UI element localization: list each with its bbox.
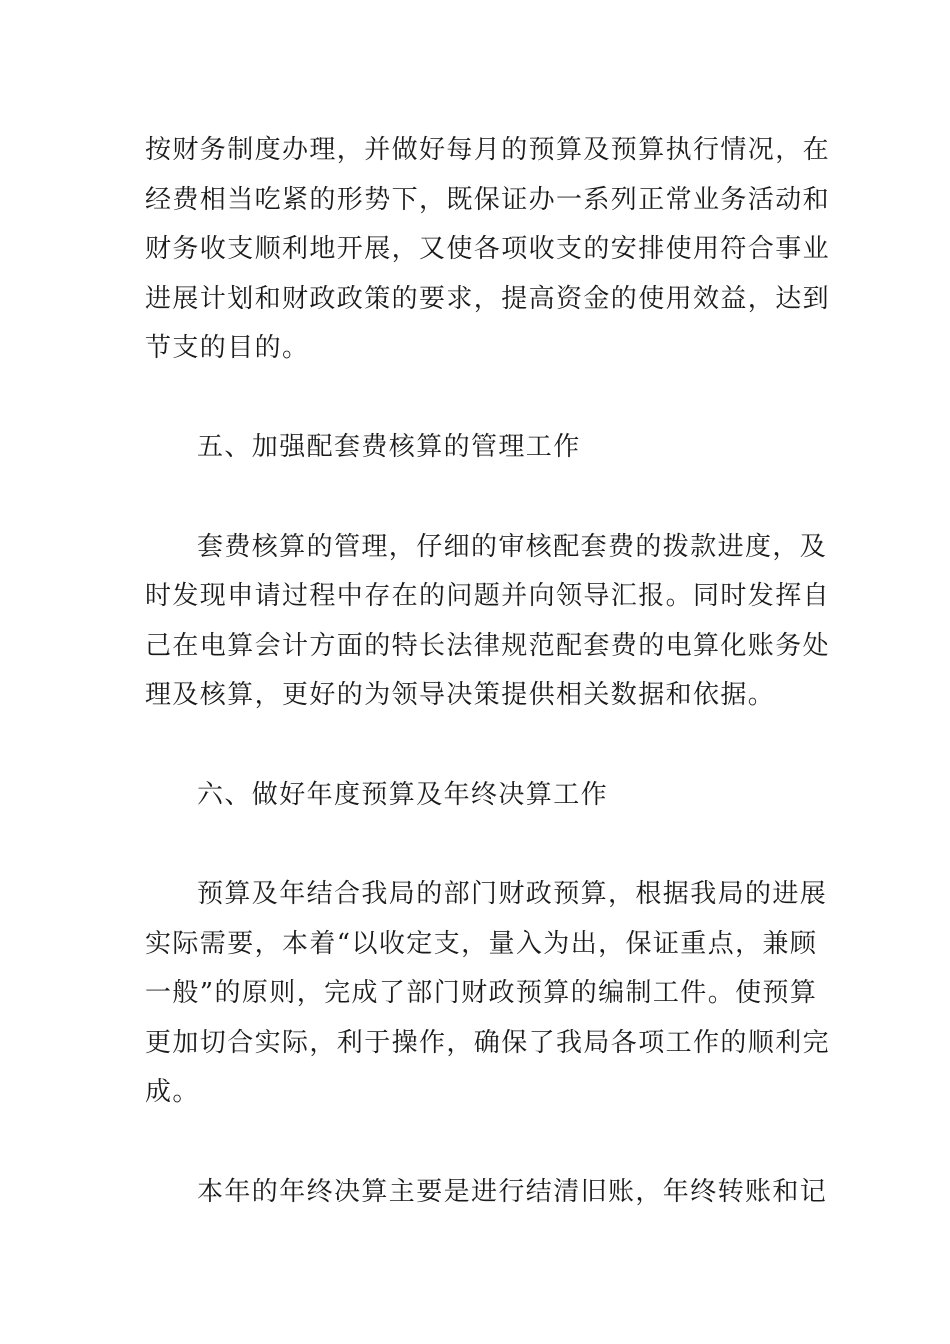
paragraph-line: 财务收支顺利地开展，又使各项收支的安排使用符合事业 — [145, 234, 831, 264]
paragraph-line: 实际需要，本着“以收定支，量入为出，保证重点，兼顾 — [145, 929, 818, 959]
section-heading-6: 六、做好年度预算及年终决算工作 — [197, 780, 609, 810]
paragraph-line: 按财务制度办理，并做好每月的预算及预算执行情况，在 — [145, 135, 831, 165]
paragraph-line: 套费核算的管理，仔细的审核配套费的拨款进度，及 — [197, 532, 828, 562]
paragraph-line: 成。 — [145, 1077, 200, 1107]
paragraph-line: 己在电算会计方面的特长法律规范配套费的电算化账务处 — [145, 631, 831, 661]
paragraph-line: 本年的年终决算主要是进行结清旧账，年终转账和记 — [197, 1177, 828, 1207]
paragraph-line: 经费相当吃紧的形势下，既保证办一系列正常业务活动和 — [145, 185, 831, 215]
paragraph-line: 预算及年结合我局的部门财政预算，根据我局的进展 — [197, 879, 828, 909]
section-heading-5: 五、加强配套费核算的管理工作 — [197, 432, 581, 462]
paragraph-line: 理及核算，更好的为领导决策提供相关数据和依据。 — [145, 680, 776, 710]
paragraph-line: 节支的目的。 — [145, 333, 310, 363]
paragraph-line: 时发现申请过程中存在的问题并向领导汇报。同时发挥自 — [145, 581, 831, 611]
paragraph-line: 一般”的原则，完成了部门财政预算的编制工件。使预算 — [145, 978, 818, 1008]
paragraph-line: 进展计划和财政政策的要求，提高资金的使用效益，达到 — [145, 284, 831, 314]
paragraph-line: 更加切合实际，利于操作，确保了我局各项工作的顺利完 — [145, 1028, 831, 1058]
